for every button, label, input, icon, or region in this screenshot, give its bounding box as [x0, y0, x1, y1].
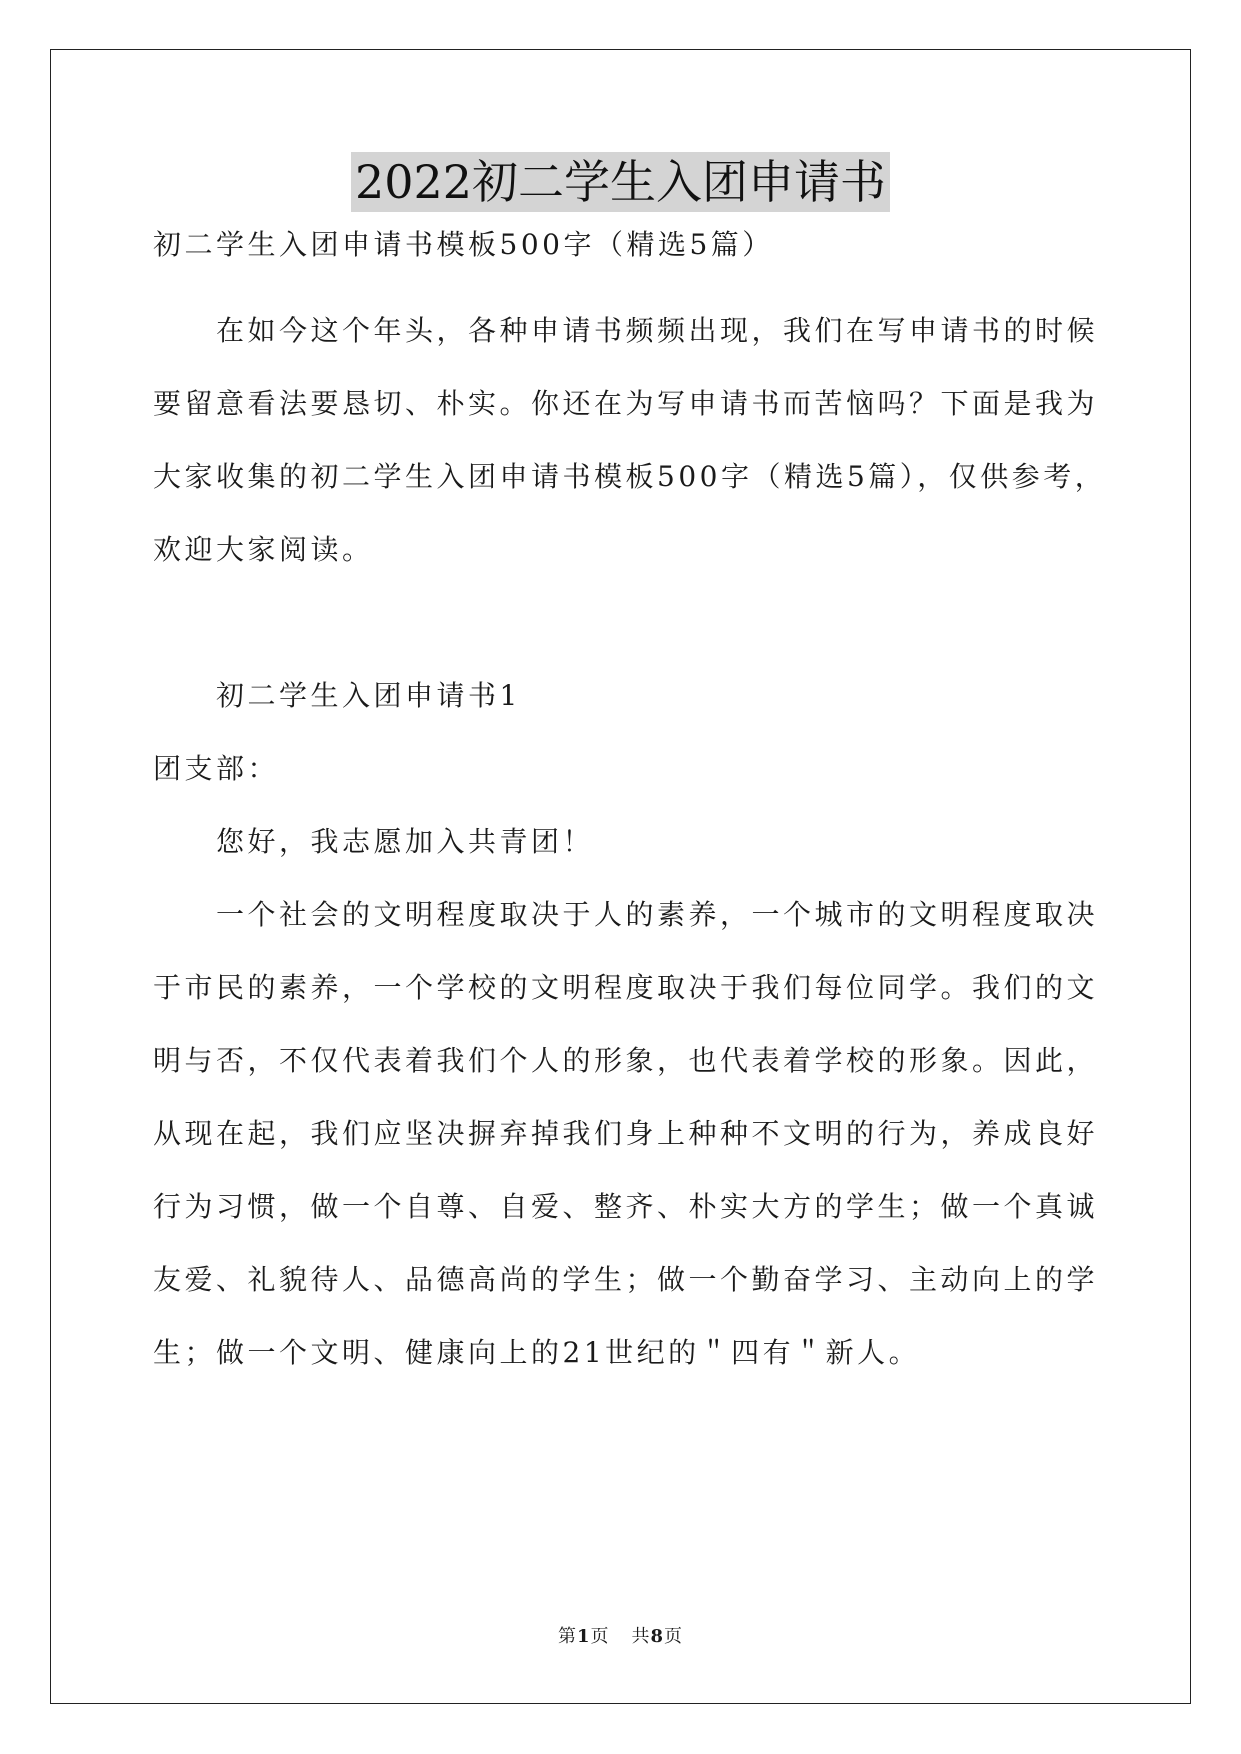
total-pages-number: 8: [650, 1626, 665, 1647]
total-suffix: 页: [664, 1626, 684, 1647]
body-line: 行为习惯，做一个自尊、自爱、整齐、朴实大方的学生；做一个真诚: [153, 1190, 1099, 1223]
document-subtitle: 初二学生入团申请书模板500字（精选5篇）: [153, 228, 774, 261]
intro-line: 在如今这个年头，各种申请书频频出现，我们在写申请书的时候: [216, 314, 1099, 347]
page-suffix: 页: [590, 1626, 610, 1647]
page-prefix: 第: [557, 1626, 577, 1647]
page-number-footer: [0, 1625, 1241, 1649]
salutation: 团支部：: [153, 752, 280, 785]
body-line: 一个社会的文明程度取决于人的素养，一个城市的文明程度取决: [216, 898, 1099, 931]
intro-line: 要留意看法要恳切、朴实。你还在为写申请书而苦恼吗？下面是我为: [153, 387, 1099, 420]
total-prefix: 共: [631, 1626, 651, 1647]
body-line: 明与否，不仅代表着我们个人的形象，也代表着学校的形象。因此，: [153, 1044, 1099, 1077]
body-line: 生；做一个文明、健康向上的21世纪的＂四有＂新人。: [153, 1336, 921, 1369]
body-line: 友爱、礼貌待人、品德高尚的学生；做一个勤奋学习、主动向上的学: [153, 1263, 1099, 1296]
intro-line: 欢迎大家阅读。: [153, 533, 374, 566]
document-title: 2022初二学生入团申请书: [351, 152, 890, 212]
intro-line: 大家收集的初二学生入团申请书模板500字（精选5篇），仅供参考，: [153, 460, 1107, 493]
body-line: 于市民的素养，一个学校的文明程度取决于我们每位同学。我们的文: [153, 971, 1099, 1004]
section-heading: 初二学生入团申请书1: [216, 679, 521, 712]
current-page-number: 1: [576, 1626, 591, 1647]
body-line: 从现在起，我们应坚决摒弃掉我们身上种种不文明的行为，养成良好: [153, 1117, 1099, 1150]
title-container: [0, 152, 1241, 212]
greeting: 您好，我志愿加入共青团！: [216, 825, 595, 858]
page-border: [50, 49, 1191, 1704]
